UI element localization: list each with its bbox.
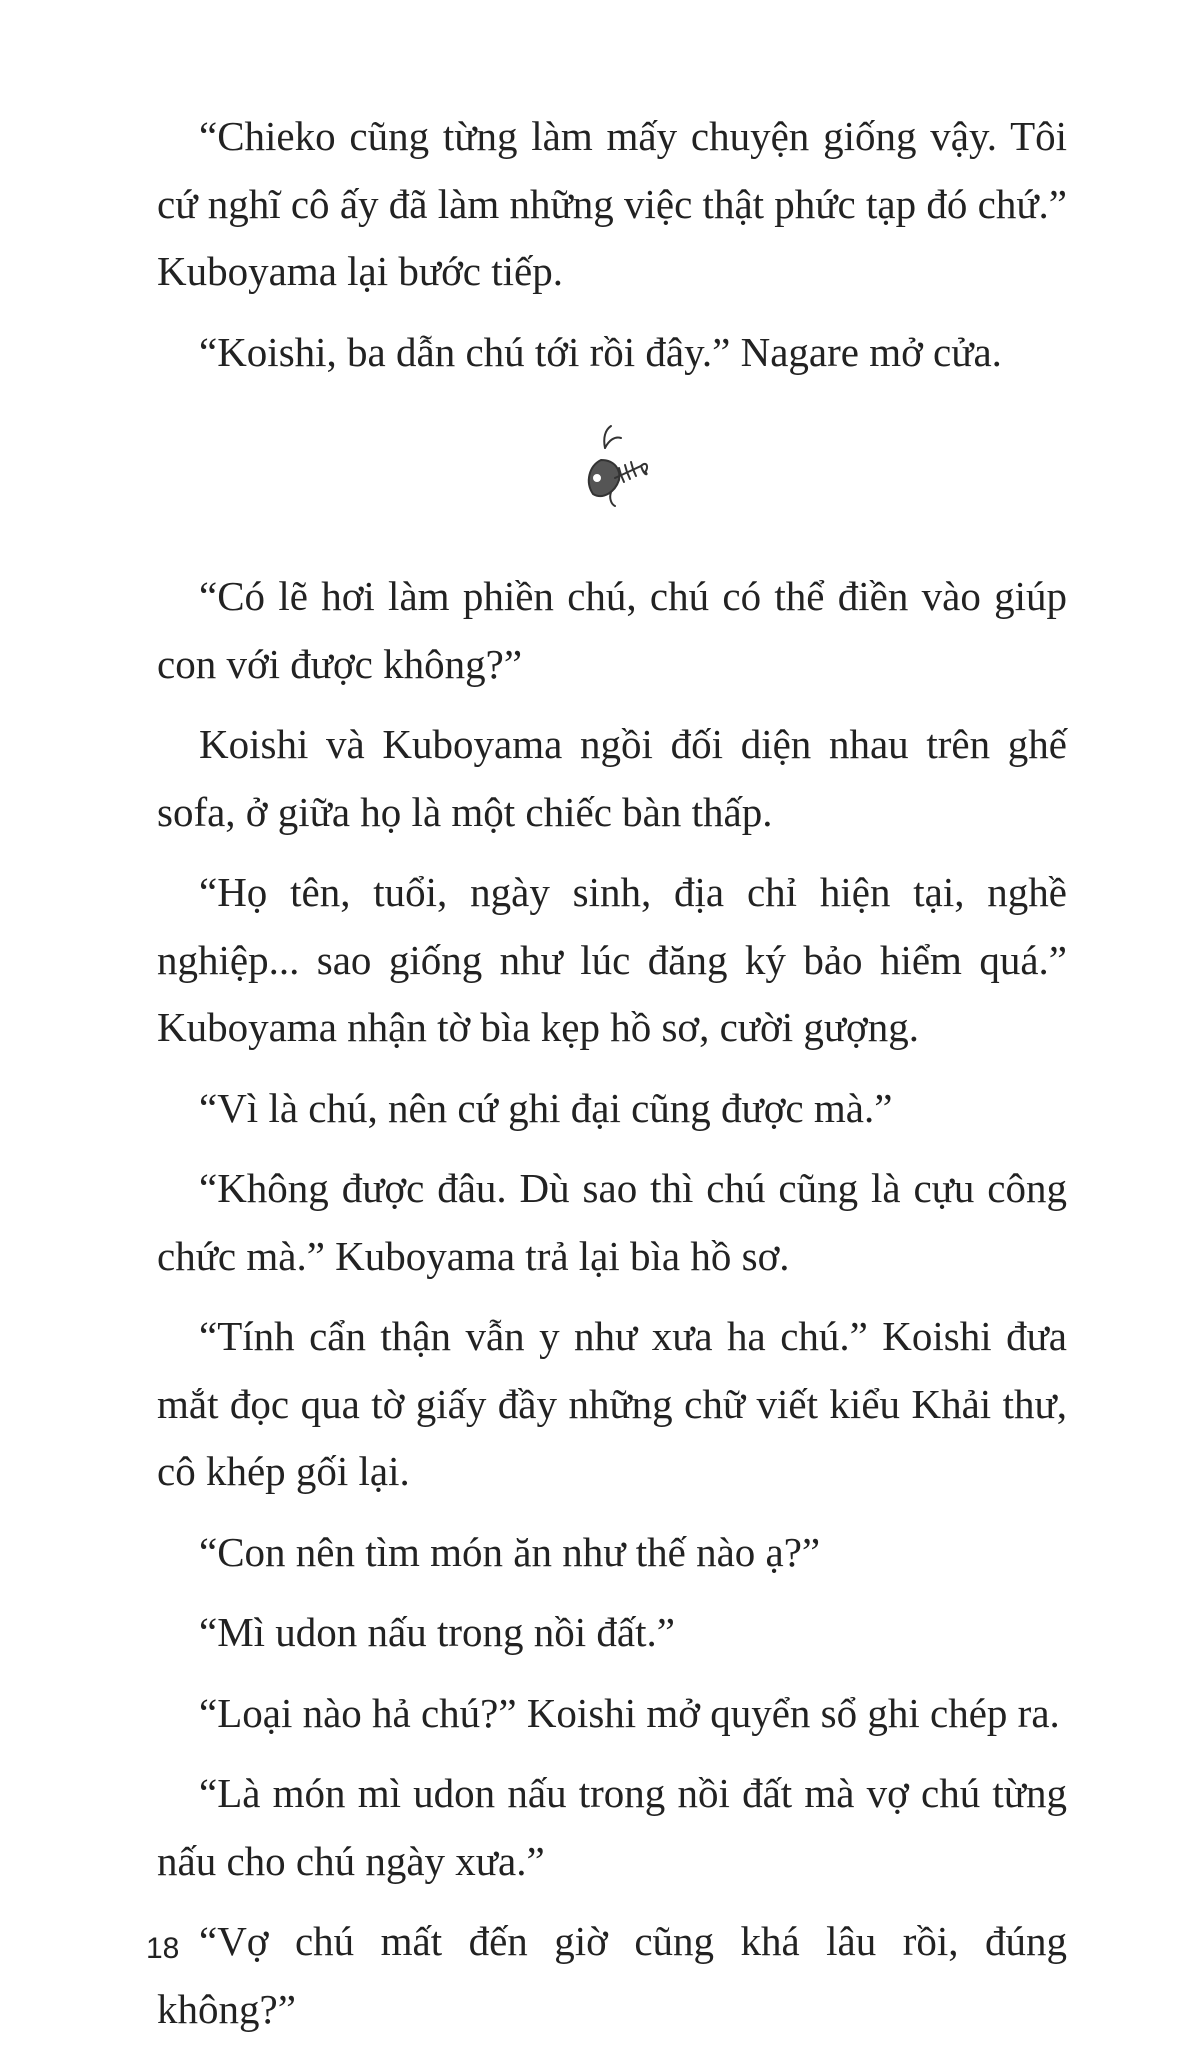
- paragraph: “Loại nào hả chú?” Koishi mở quyển sổ ghi chép ra.: [199, 1689, 1060, 1736]
- fish-skeleton-icon: [575, 418, 651, 510]
- paragraph: “Mì udon nấu trong nồi đất.”: [199, 1609, 675, 1655]
- paragraph: “Có lẽ hơi làm phiền chú, chú có thể điền vào giúp con với được không?”: [157, 573, 1067, 687]
- page-number: 18: [146, 1932, 180, 1965]
- paragraph: “Họ tên, tuổi, ngày sinh, địa chỉ hiện tại, nghề nghiệp... sao giống như lúc đăng ký bảo hiểm quá.” Kuboyama nhận tờ bìa kẹp hồ sơ, cười gượng.: [157, 869, 1067, 1050]
- paragraph: “Không được đâu. Dù sao thì chú cũng là cựu công chức mà.” Kuboyama trả lại bìa hồ sơ.: [157, 1165, 1067, 1279]
- paragraph: “Koishi, ba dẫn chú tới rồi đây.” Nagare mở cửa.: [199, 328, 1002, 375]
- paragraph: “Vì là chú, nên cứ ghi đại cũng được mà.”: [199, 1084, 893, 1131]
- text-section-2: [157, 563, 1067, 2056]
- paragraph: Koishi và Kuboyama ngồi đối diện nhau trên ghế sofa, ở giữa họ là một chiếc bàn thấp.: [157, 721, 1067, 835]
- paragraph: “Chieko cũng từng làm mấy chuyện giống vậy. Tôi cứ nghĩ cô ấy đã làm những việc thật phức tạp đó chứ.” Kuboyama lại bước tiếp.: [157, 113, 1067, 294]
- text-section-1: [157, 103, 1067, 399]
- paragraph: “Tính cẩn thận vẫn y như xưa ha chú.” Koishi đưa mắt đọc qua tờ giấy đầy những chữ viết kiểu Khải thư, cô khép gối lại.: [157, 1313, 1067, 1494]
- paragraph: “Con nên tìm món ăn như thế nào ạ?”: [199, 1528, 821, 1575]
- paragraph: “Vợ chú mất đến giờ cũng khá lâu rồi, đúng không?”: [157, 1918, 1067, 2032]
- paragraph: “Là món mì udon nấu trong nồi đất mà vợ chú từng nấu cho chú ngày xưa.”: [157, 1770, 1067, 1884]
